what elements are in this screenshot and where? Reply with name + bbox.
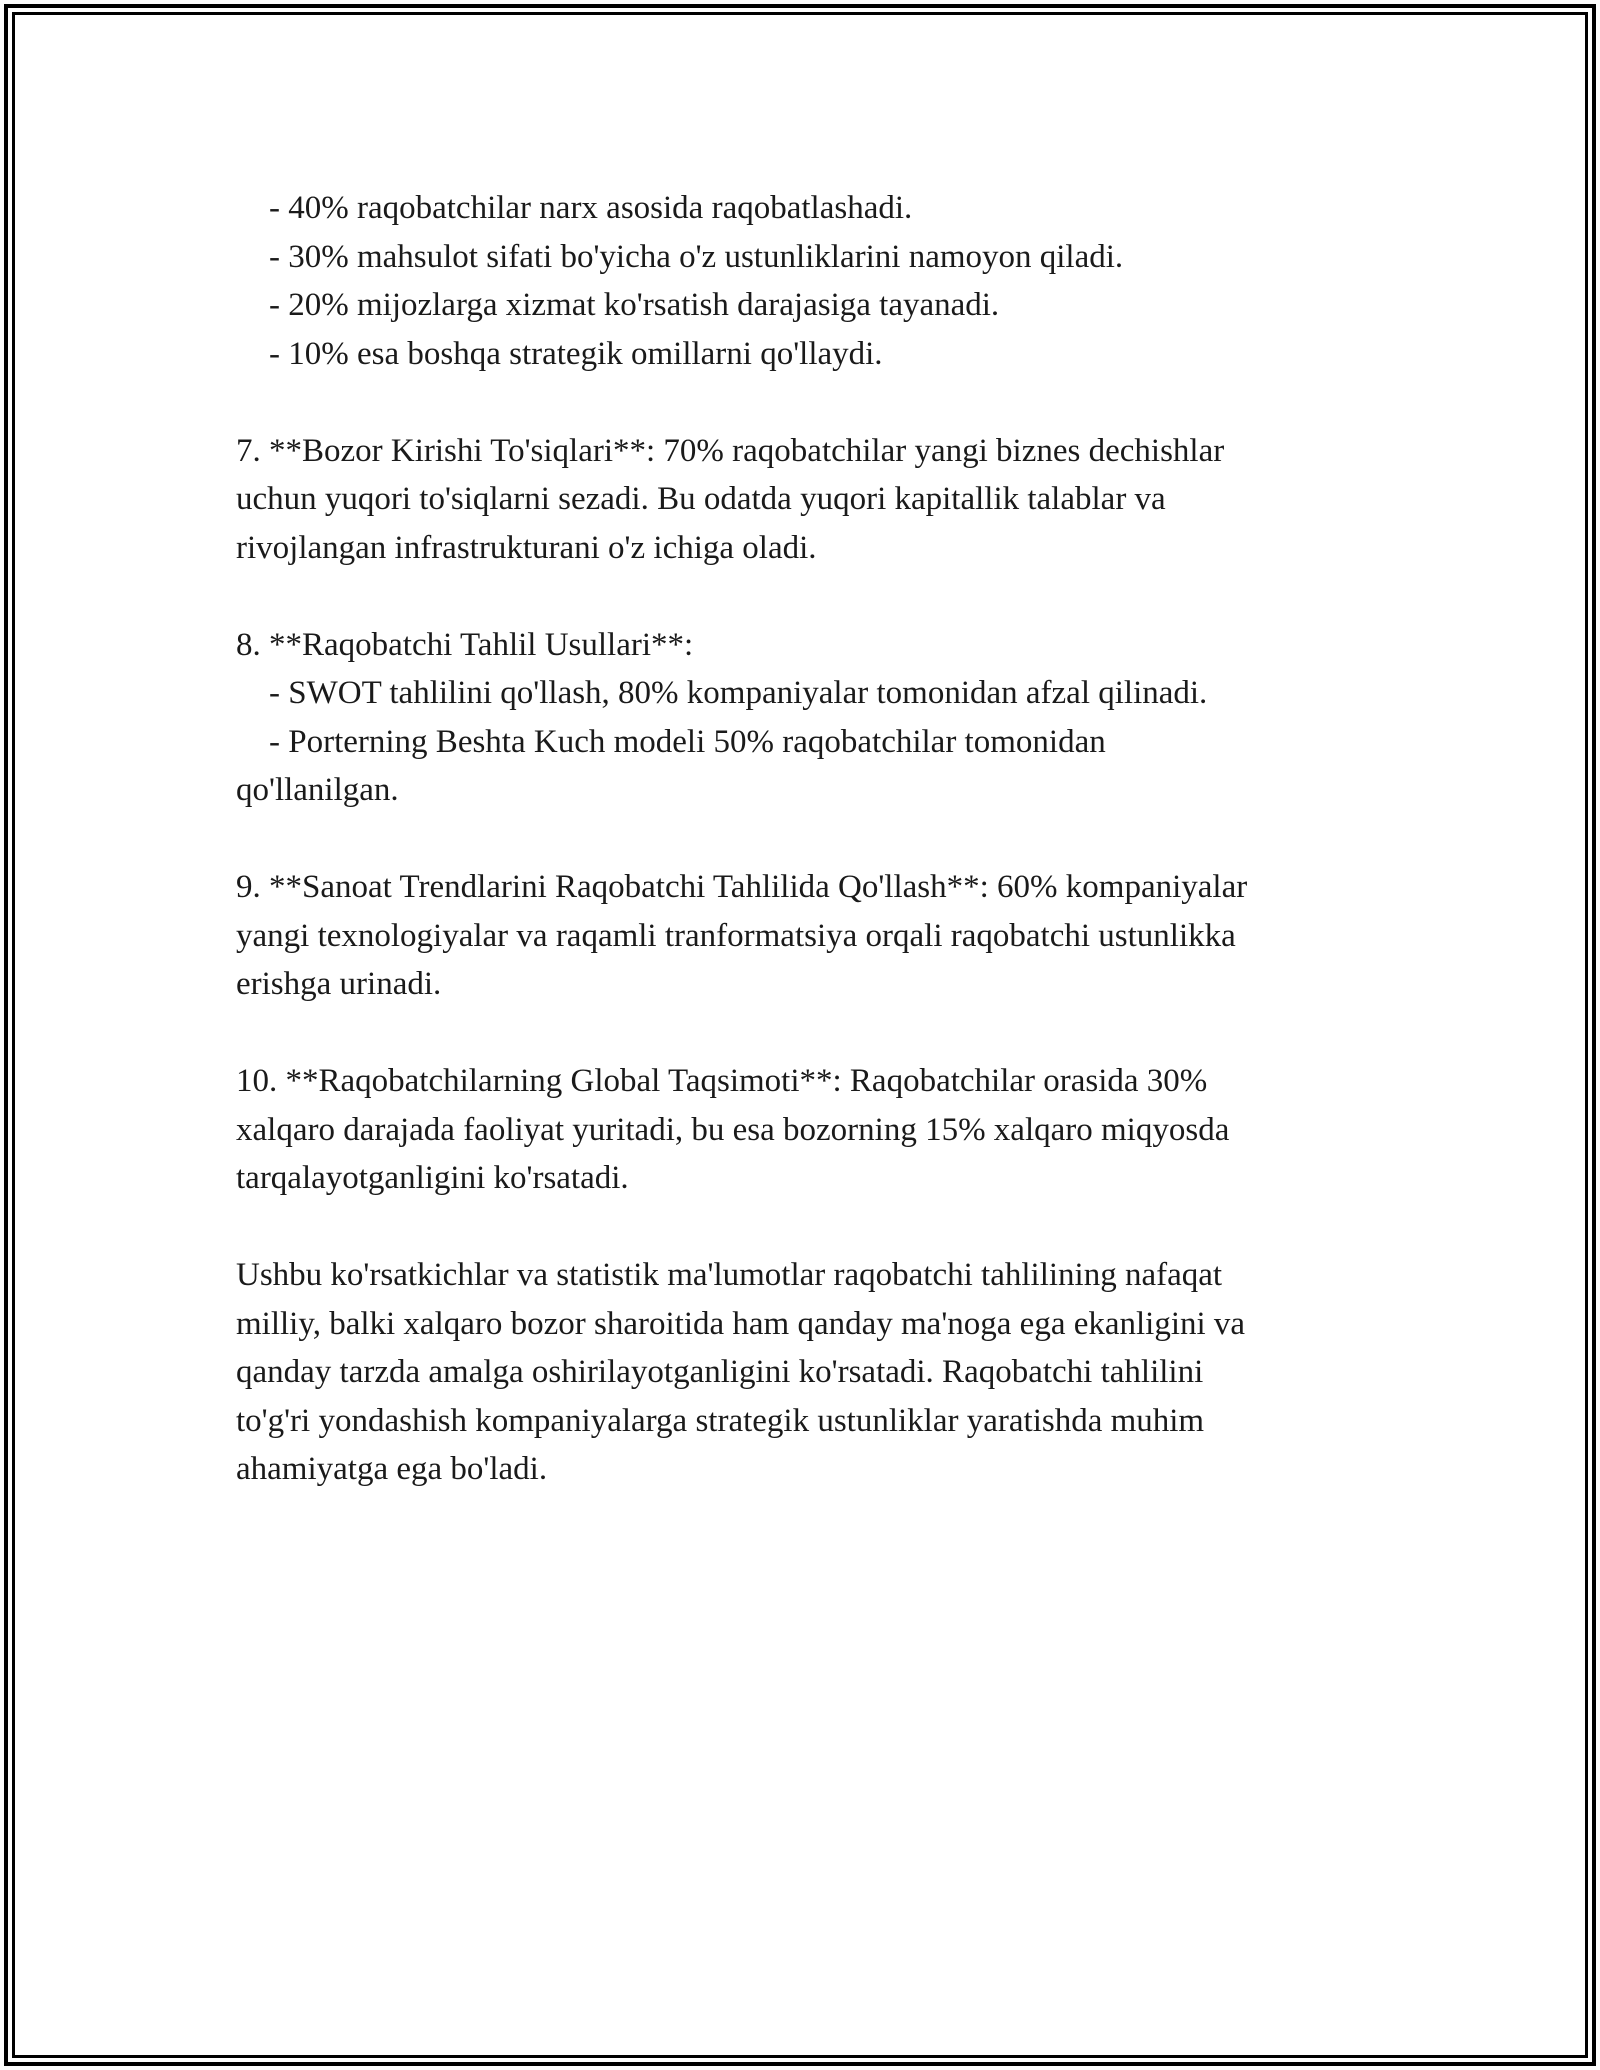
document-body	[236, 184, 1386, 1494]
paragraph-line: xalqaro darajada faoliyat yuritadi, bu esa bozorning 15% xalqaro miqyosda	[236, 1111, 1230, 1148]
paragraph-line: erishga urinadi.	[236, 966, 442, 1002]
paragraph-line: ahamiyatga ega bo'ladi.	[236, 1451, 548, 1487]
paragraph-gap	[236, 815, 1386, 864]
paragraph-line: 7. **Bozor Kirishi To'siqlari**: 70% raqobatchilar yangi biznes dechishlar	[236, 432, 1225, 469]
bullet-line: - 30% mahsulot sifati bo'yicha o'z ustunliklarini namoyon qiladi.	[236, 238, 1124, 275]
bullet-line: - 20% mijozlarga xizmat ko'rsatish darajasiga tayanadi.	[236, 287, 1000, 323]
paragraph-line: yangi texnologiyalar va raqamli tranformatsiya orqali raqobatchi ustunlikka	[236, 917, 1236, 954]
bullet-line: - 10% esa boshqa strategik omillarni qo'llaydi.	[236, 335, 883, 372]
paragraph-line: 8. **Raqobatchi Tahlil Usullari**:	[236, 626, 694, 663]
bullet-line: - SWOT tahlilini qo'llash, 80% kompaniyalar tomonidan afzal qilinadi.	[236, 675, 1208, 711]
paragraph-line: milliy, balki xalqaro bozor sharoitida ham qanday ma'noga ega ekanligini va	[236, 1305, 1246, 1342]
paragraph-line: Ushbu ko'rsatkichlar va statistik ma'lumotlar raqobatchi tahlilining nafaqat	[236, 1257, 1223, 1293]
paragraph-line: 10. **Raqobatchilarning Global Taqsimoti**: Raqobatchilar orasida 30%	[236, 1063, 1208, 1099]
paragraph-line: qo'llanilgan.	[236, 772, 399, 808]
bullet-line: - Porterning Beshta Kuch modeli 50% raqobatchilar tomonidan	[236, 723, 1106, 760]
paragraph-line: qanday tarzda amalga oshirilayotganligini ko'rsatadi. Raqobatchi tahlilini	[236, 1354, 1204, 1390]
paragraph-gap	[236, 378, 1386, 427]
bullet-line: - 40% raqobatchilar narx asosida raqobatlashadi.	[236, 190, 913, 226]
paragraph-line: uchun yuqori to'siqlarni sezadi. Bu odatda yuqori kapitallik talablar va	[236, 481, 1166, 517]
paragraph-gap	[236, 1009, 1386, 1058]
paragraph-gap	[236, 1203, 1386, 1252]
paragraph-line: 9. **Sanoat Trendlarini Raqobatchi Tahlilida Qo'llash**: 60% kompaniyalar	[236, 869, 1248, 905]
paragraph-line: rivojlangan infrastrukturani o'z ichiga oladi.	[236, 529, 817, 566]
paragraph-line: tarqalayotganligini ko'rsatadi.	[236, 1160, 629, 1196]
paragraph-line: to'g'ri yondashish kompaniyalarga strategik ustunliklar yaratishda muhim	[236, 1402, 1205, 1439]
paragraph-gap	[236, 572, 1386, 621]
